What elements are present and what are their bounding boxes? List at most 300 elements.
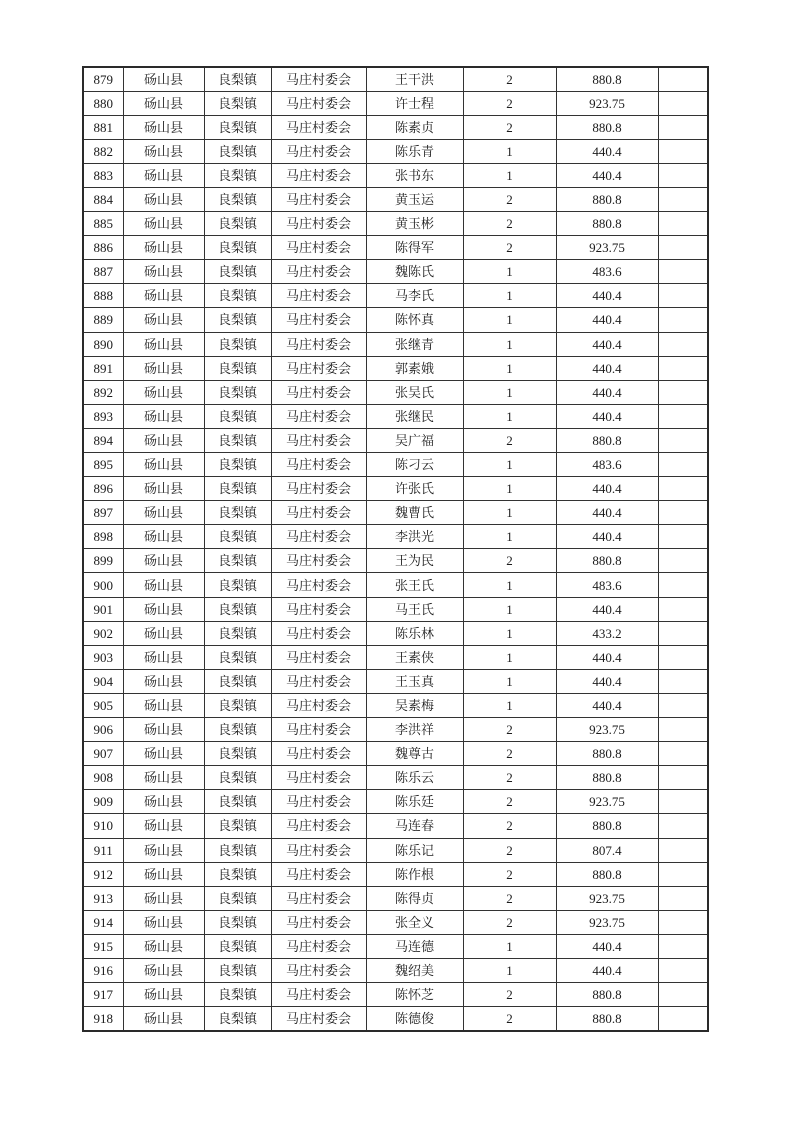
amount-cell: 440.4 xyxy=(556,284,658,308)
county-cell: 砀山县 xyxy=(123,862,204,886)
town-cell: 良梨镇 xyxy=(204,621,271,645)
table-row xyxy=(83,212,708,236)
table-row xyxy=(83,91,708,115)
town-cell: 良梨镇 xyxy=(204,115,271,139)
county-cell: 砀山县 xyxy=(123,308,204,332)
amount-cell: 440.4 xyxy=(556,525,658,549)
village-cell: 马庄村委会 xyxy=(271,477,366,501)
blank-cell xyxy=(658,115,708,139)
amount-cell: 923.75 xyxy=(556,91,658,115)
index-cell: 897 xyxy=(83,501,123,525)
table-row xyxy=(83,67,708,91)
village-cell: 马庄村委会 xyxy=(271,862,366,886)
blank-cell xyxy=(658,260,708,284)
town-cell: 良梨镇 xyxy=(204,1007,271,1031)
county-cell: 砀山县 xyxy=(123,67,204,91)
blank-cell xyxy=(658,163,708,187)
table-row xyxy=(83,501,708,525)
count-cell: 1 xyxy=(463,693,556,717)
index-cell: 908 xyxy=(83,766,123,790)
index-cell: 884 xyxy=(83,187,123,211)
index-cell: 893 xyxy=(83,404,123,428)
county-cell: 砀山县 xyxy=(123,260,204,284)
name-cell: 魏曹氏 xyxy=(366,501,463,525)
blank-cell xyxy=(658,983,708,1007)
index-cell: 890 xyxy=(83,332,123,356)
index-cell: 916 xyxy=(83,958,123,982)
village-cell: 马庄村委会 xyxy=(271,814,366,838)
index-cell: 900 xyxy=(83,573,123,597)
amount-cell: 880.8 xyxy=(556,983,658,1007)
blank-cell xyxy=(658,838,708,862)
index-cell: 883 xyxy=(83,163,123,187)
county-cell: 砀山县 xyxy=(123,573,204,597)
table-row xyxy=(83,718,708,742)
town-cell: 良梨镇 xyxy=(204,766,271,790)
town-cell: 良梨镇 xyxy=(204,139,271,163)
town-cell: 良梨镇 xyxy=(204,742,271,766)
village-cell: 马庄村委会 xyxy=(271,886,366,910)
count-cell: 1 xyxy=(463,260,556,284)
count-cell: 1 xyxy=(463,477,556,501)
name-cell: 吴素梅 xyxy=(366,693,463,717)
index-cell: 907 xyxy=(83,742,123,766)
town-cell: 良梨镇 xyxy=(204,67,271,91)
amount-cell: 440.4 xyxy=(556,139,658,163)
count-cell: 2 xyxy=(463,236,556,260)
blank-cell xyxy=(658,814,708,838)
town-cell: 良梨镇 xyxy=(204,573,271,597)
village-cell: 马庄村委会 xyxy=(271,693,366,717)
count-cell: 2 xyxy=(463,549,556,573)
count-cell: 1 xyxy=(463,645,556,669)
town-cell: 良梨镇 xyxy=(204,886,271,910)
count-cell: 1 xyxy=(463,332,556,356)
index-cell: 880 xyxy=(83,91,123,115)
table-row xyxy=(83,139,708,163)
town-cell: 良梨镇 xyxy=(204,428,271,452)
amount-cell: 880.8 xyxy=(556,742,658,766)
index-cell: 913 xyxy=(83,886,123,910)
amount-cell: 440.4 xyxy=(556,958,658,982)
name-cell: 郭素娥 xyxy=(366,356,463,380)
village-cell: 马庄村委会 xyxy=(271,573,366,597)
county-cell: 砀山县 xyxy=(123,453,204,477)
table-body xyxy=(83,67,708,1031)
town-cell: 良梨镇 xyxy=(204,260,271,284)
index-cell: 892 xyxy=(83,380,123,404)
village-cell: 马庄村委会 xyxy=(271,1007,366,1031)
blank-cell xyxy=(658,886,708,910)
name-cell: 陈得军 xyxy=(366,236,463,260)
count-cell: 2 xyxy=(463,814,556,838)
village-cell: 马庄村委会 xyxy=(271,139,366,163)
village-cell: 马庄村委会 xyxy=(271,958,366,982)
village-cell: 马庄村委会 xyxy=(271,742,366,766)
blank-cell xyxy=(658,67,708,91)
amount-cell: 440.4 xyxy=(556,356,658,380)
amount-cell: 440.4 xyxy=(556,477,658,501)
name-cell: 陈德俊 xyxy=(366,1007,463,1031)
table-row xyxy=(83,958,708,982)
count-cell: 1 xyxy=(463,163,556,187)
county-cell: 砀山县 xyxy=(123,525,204,549)
county-cell: 砀山县 xyxy=(123,549,204,573)
amount-cell: 440.4 xyxy=(556,501,658,525)
index-cell: 911 xyxy=(83,838,123,862)
count-cell: 2 xyxy=(463,862,556,886)
amount-cell: 440.4 xyxy=(556,308,658,332)
count-cell: 2 xyxy=(463,742,556,766)
blank-cell xyxy=(658,934,708,958)
blank-cell xyxy=(658,236,708,260)
name-cell: 黄玉彬 xyxy=(366,212,463,236)
table-row xyxy=(83,260,708,284)
count-cell: 2 xyxy=(463,187,556,211)
index-cell: 903 xyxy=(83,645,123,669)
county-cell: 砀山县 xyxy=(123,501,204,525)
table-row xyxy=(83,428,708,452)
count-cell: 2 xyxy=(463,1007,556,1031)
blank-cell xyxy=(658,139,708,163)
count-cell: 1 xyxy=(463,573,556,597)
name-cell: 许士程 xyxy=(366,91,463,115)
amount-cell: 440.4 xyxy=(556,380,658,404)
index-cell: 901 xyxy=(83,597,123,621)
amount-cell: 440.4 xyxy=(556,404,658,428)
index-cell: 879 xyxy=(83,67,123,91)
town-cell: 良梨镇 xyxy=(204,501,271,525)
town-cell: 良梨镇 xyxy=(204,718,271,742)
name-cell: 陈得贞 xyxy=(366,886,463,910)
count-cell: 2 xyxy=(463,790,556,814)
table-row xyxy=(83,163,708,187)
county-cell: 砀山县 xyxy=(123,284,204,308)
table-row xyxy=(83,549,708,573)
village-cell: 马庄村委会 xyxy=(271,308,366,332)
village-cell: 马庄村委会 xyxy=(271,766,366,790)
village-cell: 马庄村委会 xyxy=(271,669,366,693)
amount-cell: 440.4 xyxy=(556,645,658,669)
village-cell: 马庄村委会 xyxy=(271,621,366,645)
village-cell: 马庄村委会 xyxy=(271,380,366,404)
blank-cell xyxy=(658,284,708,308)
table-row xyxy=(83,525,708,549)
name-cell: 张全义 xyxy=(366,910,463,934)
blank-cell xyxy=(658,549,708,573)
village-cell: 马庄村委会 xyxy=(271,187,366,211)
town-cell: 良梨镇 xyxy=(204,910,271,934)
name-cell: 陈乐云 xyxy=(366,766,463,790)
name-cell: 吴广福 xyxy=(366,428,463,452)
town-cell: 良梨镇 xyxy=(204,790,271,814)
village-cell: 马庄村委会 xyxy=(271,212,366,236)
town-cell: 良梨镇 xyxy=(204,693,271,717)
county-cell: 砀山县 xyxy=(123,934,204,958)
blank-cell xyxy=(658,790,708,814)
index-cell: 914 xyxy=(83,910,123,934)
county-cell: 砀山县 xyxy=(123,669,204,693)
count-cell: 2 xyxy=(463,91,556,115)
name-cell: 张继民 xyxy=(366,404,463,428)
village-cell: 马庄村委会 xyxy=(271,910,366,934)
blank-cell xyxy=(658,1007,708,1031)
table-row xyxy=(83,838,708,862)
county-cell: 砀山县 xyxy=(123,1007,204,1031)
name-cell: 李洪光 xyxy=(366,525,463,549)
blank-cell xyxy=(658,477,708,501)
count-cell: 1 xyxy=(463,934,556,958)
amount-cell: 440.4 xyxy=(556,934,658,958)
count-cell: 1 xyxy=(463,669,556,693)
village-cell: 马庄村委会 xyxy=(271,356,366,380)
count-cell: 2 xyxy=(463,718,556,742)
blank-cell xyxy=(658,862,708,886)
town-cell: 良梨镇 xyxy=(204,453,271,477)
county-cell: 砀山县 xyxy=(123,742,204,766)
village-cell: 马庄村委会 xyxy=(271,332,366,356)
town-cell: 良梨镇 xyxy=(204,645,271,669)
table-row xyxy=(83,983,708,1007)
table-row xyxy=(83,187,708,211)
blank-cell xyxy=(658,621,708,645)
county-cell: 砀山县 xyxy=(123,645,204,669)
town-cell: 良梨镇 xyxy=(204,814,271,838)
index-cell: 899 xyxy=(83,549,123,573)
count-cell: 2 xyxy=(463,115,556,139)
blank-cell xyxy=(658,910,708,934)
village-cell: 马庄村委会 xyxy=(271,983,366,1007)
name-cell: 马连德 xyxy=(366,934,463,958)
blank-cell xyxy=(658,693,708,717)
amount-cell: 440.4 xyxy=(556,597,658,621)
town-cell: 良梨镇 xyxy=(204,163,271,187)
town-cell: 良梨镇 xyxy=(204,356,271,380)
amount-cell: 880.8 xyxy=(556,212,658,236)
table-row xyxy=(83,621,708,645)
village-cell: 马庄村委会 xyxy=(271,428,366,452)
table-row xyxy=(83,910,708,934)
table-row xyxy=(83,597,708,621)
count-cell: 1 xyxy=(463,356,556,380)
blank-cell xyxy=(658,573,708,597)
table-row xyxy=(83,693,708,717)
amount-cell: 923.75 xyxy=(556,718,658,742)
name-cell: 王素侠 xyxy=(366,645,463,669)
index-cell: 904 xyxy=(83,669,123,693)
count-cell: 2 xyxy=(463,212,556,236)
county-cell: 砀山县 xyxy=(123,693,204,717)
name-cell: 马连春 xyxy=(366,814,463,838)
amount-cell: 880.8 xyxy=(556,115,658,139)
amount-cell: 440.4 xyxy=(556,332,658,356)
county-cell: 砀山县 xyxy=(123,236,204,260)
village-cell: 马庄村委会 xyxy=(271,934,366,958)
count-cell: 1 xyxy=(463,404,556,428)
table-row xyxy=(83,886,708,910)
index-cell: 886 xyxy=(83,236,123,260)
town-cell: 良梨镇 xyxy=(204,404,271,428)
blank-cell xyxy=(658,356,708,380)
table-row xyxy=(83,862,708,886)
village-cell: 马庄村委会 xyxy=(271,718,366,742)
amount-cell: 923.75 xyxy=(556,910,658,934)
amount-cell: 923.75 xyxy=(556,790,658,814)
name-cell: 陈素贞 xyxy=(366,115,463,139)
table-row xyxy=(83,284,708,308)
town-cell: 良梨镇 xyxy=(204,477,271,501)
town-cell: 良梨镇 xyxy=(204,91,271,115)
county-cell: 砀山县 xyxy=(123,766,204,790)
amount-cell: 880.8 xyxy=(556,428,658,452)
table-row xyxy=(83,790,708,814)
name-cell: 陈刁云 xyxy=(366,453,463,477)
amount-cell: 433.2 xyxy=(556,621,658,645)
county-cell: 砀山县 xyxy=(123,838,204,862)
town-cell: 良梨镇 xyxy=(204,236,271,260)
village-cell: 马庄村委会 xyxy=(271,453,366,477)
table-row xyxy=(83,669,708,693)
village-cell: 马庄村委会 xyxy=(271,645,366,669)
beneficiary-table xyxy=(82,66,709,1032)
town-cell: 良梨镇 xyxy=(204,549,271,573)
blank-cell xyxy=(658,453,708,477)
blank-cell xyxy=(658,332,708,356)
blank-cell xyxy=(658,597,708,621)
town-cell: 良梨镇 xyxy=(204,525,271,549)
index-cell: 882 xyxy=(83,139,123,163)
count-cell: 1 xyxy=(463,453,556,477)
county-cell: 砀山县 xyxy=(123,91,204,115)
county-cell: 砀山县 xyxy=(123,356,204,380)
index-cell: 889 xyxy=(83,308,123,332)
name-cell: 许张氏 xyxy=(366,477,463,501)
blank-cell xyxy=(658,404,708,428)
table-row xyxy=(83,453,708,477)
table-row xyxy=(83,742,708,766)
table-row xyxy=(83,332,708,356)
village-cell: 马庄村委会 xyxy=(271,404,366,428)
table-row xyxy=(83,814,708,838)
name-cell: 李洪祥 xyxy=(366,718,463,742)
village-cell: 马庄村委会 xyxy=(271,163,366,187)
blank-cell xyxy=(658,525,708,549)
count-cell: 2 xyxy=(463,838,556,862)
name-cell: 王干洪 xyxy=(366,67,463,91)
blank-cell xyxy=(658,380,708,404)
count-cell: 2 xyxy=(463,67,556,91)
index-cell: 918 xyxy=(83,1007,123,1031)
amount-cell: 440.4 xyxy=(556,669,658,693)
name-cell: 马王氏 xyxy=(366,597,463,621)
amount-cell: 880.8 xyxy=(556,766,658,790)
county-cell: 砀山县 xyxy=(123,332,204,356)
town-cell: 良梨镇 xyxy=(204,308,271,332)
table-row xyxy=(83,477,708,501)
name-cell: 黄玉运 xyxy=(366,187,463,211)
blank-cell xyxy=(658,187,708,211)
blank-cell xyxy=(658,669,708,693)
blank-cell xyxy=(658,212,708,236)
blank-cell xyxy=(658,428,708,452)
name-cell: 张吴氏 xyxy=(366,380,463,404)
name-cell: 陈怀真 xyxy=(366,308,463,332)
county-cell: 砀山县 xyxy=(123,163,204,187)
amount-cell: 880.8 xyxy=(556,67,658,91)
village-cell: 马庄村委会 xyxy=(271,67,366,91)
amount-cell: 880.8 xyxy=(556,814,658,838)
town-cell: 良梨镇 xyxy=(204,934,271,958)
village-cell: 马庄村委会 xyxy=(271,501,366,525)
town-cell: 良梨镇 xyxy=(204,669,271,693)
count-cell: 2 xyxy=(463,428,556,452)
count-cell: 1 xyxy=(463,958,556,982)
amount-cell: 923.75 xyxy=(556,236,658,260)
county-cell: 砀山县 xyxy=(123,814,204,838)
amount-cell: 483.6 xyxy=(556,453,658,477)
village-cell: 马庄村委会 xyxy=(271,790,366,814)
name-cell: 张书东 xyxy=(366,163,463,187)
name-cell: 马李氏 xyxy=(366,284,463,308)
index-cell: 891 xyxy=(83,356,123,380)
table-row xyxy=(83,356,708,380)
town-cell: 良梨镇 xyxy=(204,332,271,356)
town-cell: 良梨镇 xyxy=(204,187,271,211)
county-cell: 砀山县 xyxy=(123,958,204,982)
name-cell: 陈乐林 xyxy=(366,621,463,645)
index-cell: 895 xyxy=(83,453,123,477)
county-cell: 砀山县 xyxy=(123,886,204,910)
county-cell: 砀山县 xyxy=(123,212,204,236)
village-cell: 马庄村委会 xyxy=(271,91,366,115)
blank-cell xyxy=(658,742,708,766)
count-cell: 2 xyxy=(463,886,556,910)
county-cell: 砀山县 xyxy=(123,983,204,1007)
county-cell: 砀山县 xyxy=(123,790,204,814)
name-cell: 陈乐记 xyxy=(366,838,463,862)
county-cell: 砀山县 xyxy=(123,910,204,934)
index-cell: 881 xyxy=(83,115,123,139)
table-row xyxy=(83,934,708,958)
town-cell: 良梨镇 xyxy=(204,380,271,404)
amount-cell: 923.75 xyxy=(556,886,658,910)
name-cell: 王为民 xyxy=(366,549,463,573)
village-cell: 马庄村委会 xyxy=(271,838,366,862)
blank-cell xyxy=(658,91,708,115)
village-cell: 马庄村委会 xyxy=(271,236,366,260)
index-cell: 902 xyxy=(83,621,123,645)
town-cell: 良梨镇 xyxy=(204,958,271,982)
table-row xyxy=(83,573,708,597)
blank-cell xyxy=(658,718,708,742)
count-cell: 1 xyxy=(463,284,556,308)
town-cell: 良梨镇 xyxy=(204,212,271,236)
name-cell: 魏尊古 xyxy=(366,742,463,766)
county-cell: 砀山县 xyxy=(123,621,204,645)
count-cell: 1 xyxy=(463,139,556,163)
count-cell: 1 xyxy=(463,380,556,404)
name-cell: 陈怀芝 xyxy=(366,983,463,1007)
index-cell: 917 xyxy=(83,983,123,1007)
blank-cell xyxy=(658,308,708,332)
blank-cell xyxy=(658,501,708,525)
county-cell: 砀山县 xyxy=(123,597,204,621)
name-cell: 陈作根 xyxy=(366,862,463,886)
county-cell: 砀山县 xyxy=(123,404,204,428)
village-cell: 马庄村委会 xyxy=(271,284,366,308)
amount-cell: 880.8 xyxy=(556,1007,658,1031)
count-cell: 1 xyxy=(463,597,556,621)
